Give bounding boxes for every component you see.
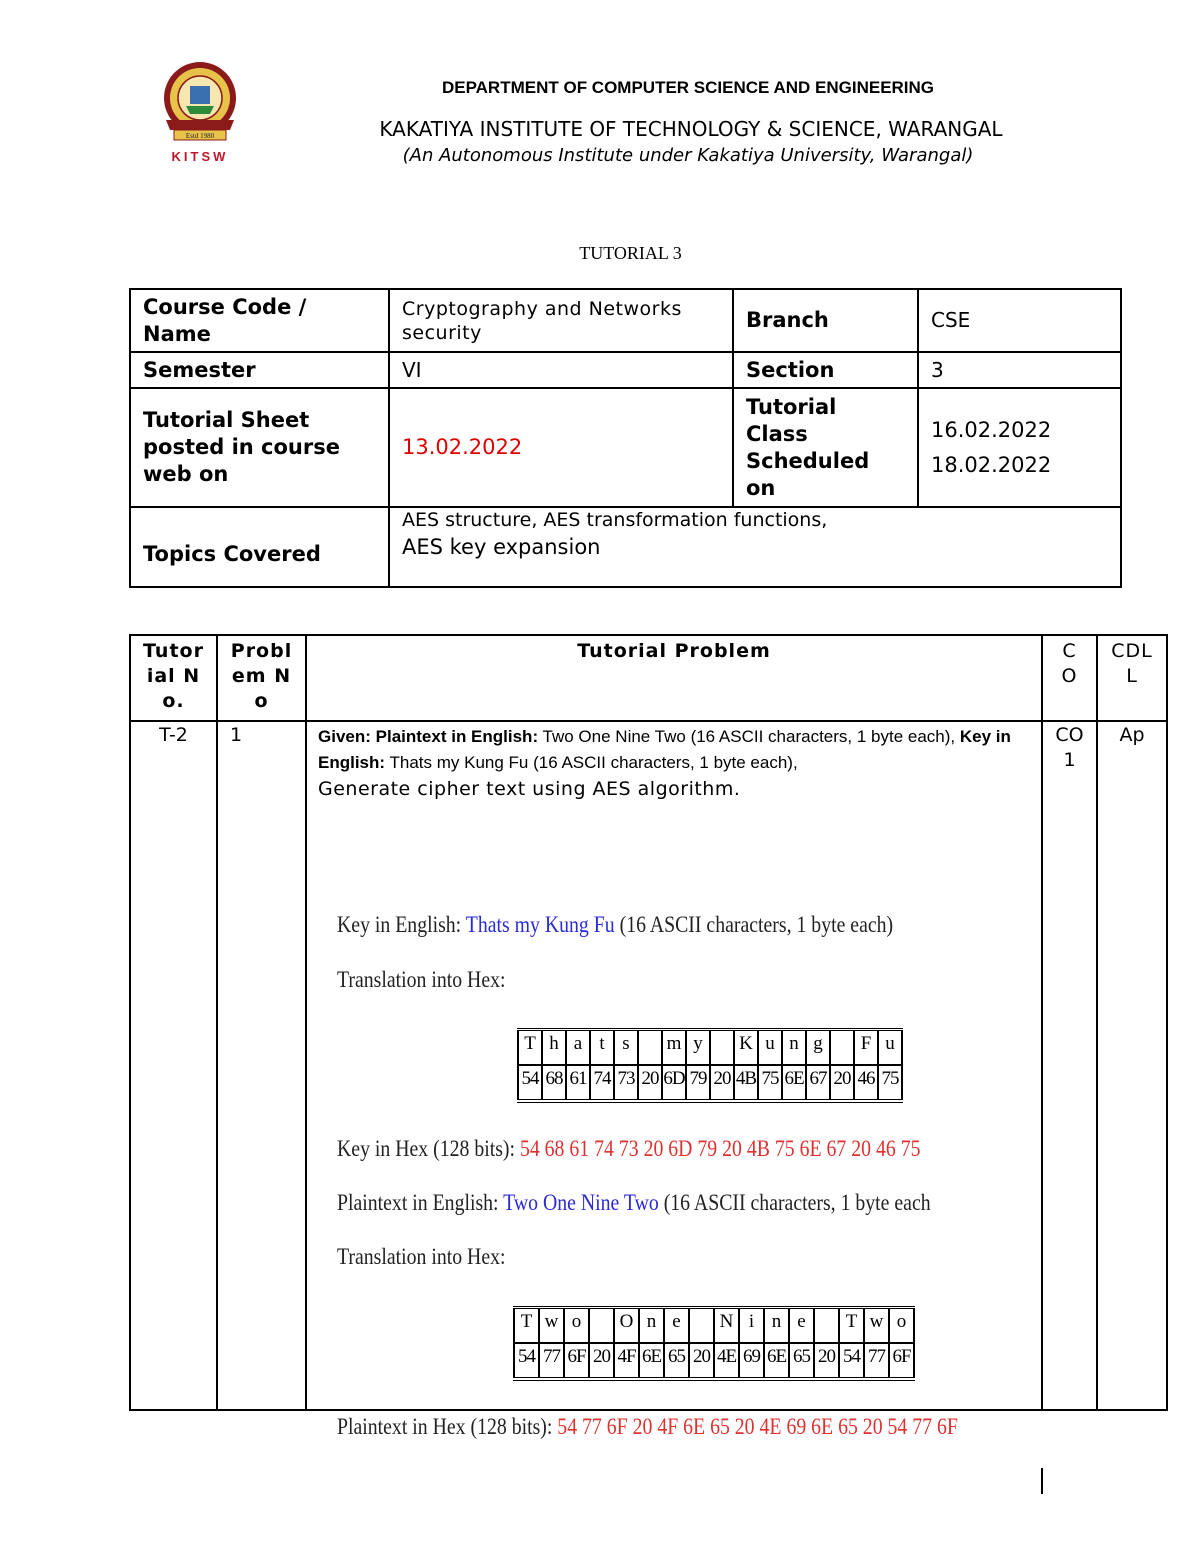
- posted-label: Tutorial Sheet posted in course web on: [130, 388, 389, 507]
- header-problem-no: Problem No: [217, 635, 306, 721]
- header-tutorial-no: Tutorial No.: [130, 635, 217, 721]
- plaintext-translation-label: Translation into Hex:: [337, 1244, 506, 1269]
- key-char-cell: g: [806, 1030, 830, 1066]
- plaintext-english-line: Plaintext in English: Two One Nine Two (16 ASCII characters, 1 byte each: [337, 1190, 931, 1215]
- plaintext-hex-cell: 69: [739, 1343, 764, 1379]
- semester-value: VI: [389, 352, 733, 388]
- key-hex-cell: 20: [830, 1065, 854, 1101]
- key-hex-table: [517, 1028, 903, 1103]
- semester-label: Semester: [130, 352, 389, 388]
- key-hex-cell: 54: [518, 1065, 542, 1101]
- key-english-line: Key in English: Thats my Kung Fu (16 ASCII characters, 1 byte each): [337, 912, 894, 937]
- posted-date: 13.02.2022: [389, 388, 733, 507]
- problem-table: [129, 634, 1168, 1439]
- header-problem: Tutorial Problem: [306, 635, 1042, 721]
- plaintext-char-cell: T: [839, 1308, 864, 1344]
- plaintext-char-cell: w: [864, 1308, 889, 1344]
- key-hex-cell: 6D: [662, 1065, 686, 1101]
- key-char-cell: m: [662, 1030, 686, 1066]
- plaintext-hex-cell: 54: [514, 1343, 539, 1379]
- plaintext-char-cell: o: [564, 1308, 589, 1344]
- plaintext-char-cell: e: [789, 1308, 814, 1344]
- plaintext-char-cell: w: [539, 1308, 564, 1344]
- plaintext-hex-cell: 65: [789, 1343, 814, 1379]
- topics-label: Topics Covered: [130, 507, 389, 587]
- key-hex-cell: 67: [806, 1065, 830, 1101]
- key-hex-cell: 79: [686, 1065, 710, 1101]
- key-hex-cell: 75: [878, 1065, 902, 1101]
- course-info-table: [129, 288, 1122, 588]
- header-co: CO: [1042, 635, 1097, 721]
- key-hex-cell: 20: [638, 1065, 662, 1101]
- section-label: Section: [733, 352, 918, 388]
- plaintext-hex-line: Plaintext in Hex (128 bits): 54 77 6F 20 4F 6E 65 20 4E 69 6E 65 20 54 77 6F: [337, 1414, 958, 1439]
- topics-line-2: AES key expansion: [402, 535, 601, 559]
- plaintext-char-cell: n: [764, 1308, 789, 1344]
- key-hex-cell: 73: [614, 1065, 638, 1101]
- topics-line-1: AES structure, AES transformation functions,: [402, 509, 828, 531]
- plaintext-hex-cell: 4F: [614, 1343, 639, 1379]
- plaintext-hex-cell: 20: [589, 1343, 614, 1379]
- plaintext-char-cell: O: [614, 1308, 639, 1344]
- key-hex-cell: 4B: [734, 1065, 758, 1101]
- plaintext-char-cell: i: [739, 1308, 764, 1344]
- key-hex-cell: 75: [758, 1065, 782, 1101]
- branch-value: CSE: [918, 289, 1121, 352]
- scheduled-date-2: 18.02.2022: [931, 452, 1052, 477]
- plaintext-hex-cell: 54: [839, 1343, 864, 1379]
- key-hex-cell: 61: [566, 1065, 590, 1101]
- plaintext-hex-cell: 6E: [639, 1343, 664, 1379]
- problem-cell: [306, 721, 1042, 1439]
- key-char-cell: [710, 1030, 734, 1066]
- plaintext-hex-cell: 65: [664, 1343, 689, 1379]
- key-translation-label: Translation into Hex:: [337, 967, 506, 992]
- plaintext-hex-cell: 6F: [889, 1343, 914, 1379]
- svg-text:Estd 1980: Estd 1980: [185, 132, 215, 140]
- plaintext-char-cell: [689, 1308, 714, 1344]
- key-char-cell: K: [734, 1030, 758, 1066]
- scheduled-dates: [918, 388, 1121, 507]
- cdll-value: Ap: [1097, 721, 1167, 1410]
- key-char-cell: u: [878, 1030, 902, 1066]
- plaintext-char-cell: N: [714, 1308, 739, 1344]
- plaintext-char-cell: o: [889, 1308, 914, 1344]
- key-hex-cell: 46: [854, 1065, 878, 1101]
- department-heading: DEPARTMENT OF COMPUTER SCIENCE AND ENGINEERING: [441, 78, 935, 97]
- key-char-cell: [830, 1030, 854, 1066]
- topics-value: [389, 507, 1121, 587]
- plaintext-hex-cell: 20: [814, 1343, 839, 1379]
- plaintext-hex-table: [513, 1306, 915, 1381]
- key-hex-cell: 68: [542, 1065, 566, 1101]
- scheduled-label: Tutorial Class Scheduled on: [733, 388, 918, 507]
- key-hex-line: Key in Hex (128 bits): 54 68 61 74 73 20 6D 79 20 4B 75 6E 67 20 46 75: [337, 1136, 921, 1161]
- key-char-cell: y: [686, 1030, 710, 1066]
- plaintext-char-cell: e: [664, 1308, 689, 1344]
- key-char-cell: n: [782, 1030, 806, 1066]
- scheduled-date-1: 16.02.2022: [931, 417, 1052, 442]
- plaintext-char-cell: n: [639, 1308, 664, 1344]
- plaintext-hex-cell: 6E: [764, 1343, 789, 1379]
- plaintext-hex-cell: 77: [539, 1343, 564, 1379]
- key-char-cell: F: [854, 1030, 878, 1066]
- institute-name: KAKATIYA INSTITUTE OF TECHNOLOGY & SCIENCE, WARANGAL: [379, 117, 1003, 141]
- co-value: CO 1: [1042, 721, 1097, 1410]
- institute-subtitle: (An Autonomous Institute under Kakatiya University, Warangal): [402, 145, 974, 166]
- course-label: Course Code / Name: [130, 289, 389, 352]
- key-hex-cell: 74: [590, 1065, 614, 1101]
- svg-text:KITSW: KITSW: [171, 149, 229, 164]
- plaintext-char-cell: T: [514, 1308, 539, 1344]
- key-char-cell: T: [518, 1030, 542, 1066]
- key-hex-cell: 6E: [782, 1065, 806, 1101]
- tutorial-title: TUTORIAL 3: [579, 243, 682, 263]
- key-char-cell: h: [542, 1030, 566, 1066]
- plaintext-char-cell: [814, 1308, 839, 1344]
- plaintext-hex-cell: 77: [864, 1343, 889, 1379]
- plaintext-hex-cell: 4E: [714, 1343, 739, 1379]
- course-value: Cryptography and Networks security: [389, 289, 733, 352]
- section-value: 3: [918, 352, 1121, 388]
- plaintext-char-cell: [589, 1308, 614, 1344]
- key-char-cell: s: [614, 1030, 638, 1066]
- given-statement: Given: Plaintext in English: Two One Nine Two (16 ASCII characters, 1 byte each), Key in English: Thats my Kung Fu (16 ASCII characters, 1 byte each), Generate cipher text using AES algorithm.: [307, 722, 1041, 802]
- generate-instruction: Generate cipher text using AES algorithm.: [318, 778, 741, 800]
- key-char-cell: a: [566, 1030, 590, 1066]
- branch-label: Branch: [733, 289, 918, 352]
- header-cdll: CDLL: [1097, 635, 1167, 721]
- key-hex-cell: 20: [710, 1065, 734, 1101]
- tutorial-no: T-2: [130, 721, 217, 1410]
- plaintext-hex-cell: 20: [689, 1343, 714, 1379]
- key-char-cell: u: [758, 1030, 782, 1066]
- key-char-cell: t: [590, 1030, 614, 1066]
- problem-no: 1: [217, 721, 306, 1410]
- plaintext-hex-cell: 6F: [564, 1343, 589, 1379]
- key-char-cell: [638, 1030, 662, 1066]
